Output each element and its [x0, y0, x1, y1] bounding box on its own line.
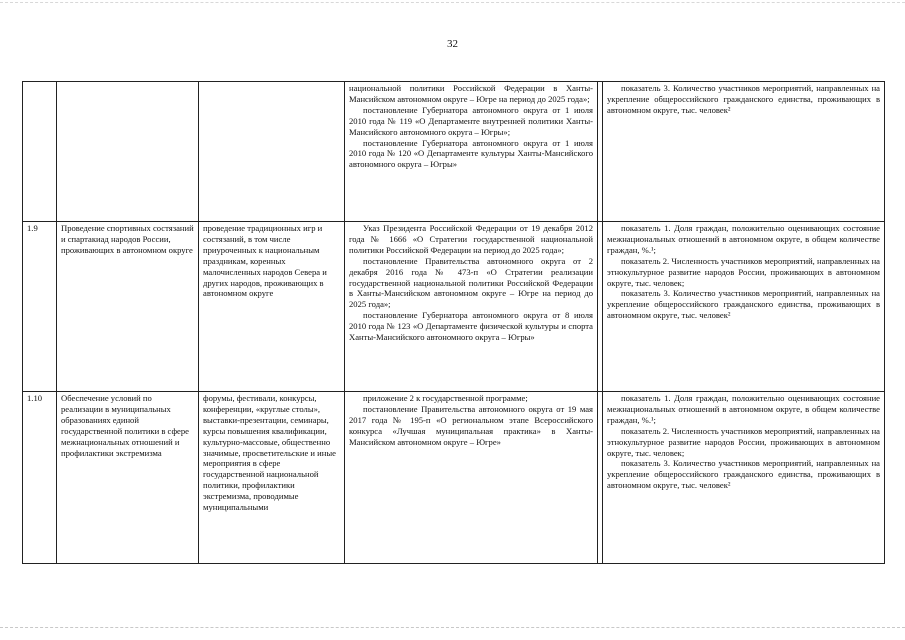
measure-forms-cell	[199, 82, 345, 222]
indicators-cell	[603, 82, 885, 222]
measure-forms-cell: форумы, фестивали, конкурсы, конференции, «круглые столы», выставки-презентации, семинары, курсы повышения квалификации, культурно-массовые, общественно значимые, просветительские и иные мероприятия в сфере государственной национальной политики, профилактики экстремизма, проводимые муниципальными	[199, 392, 345, 564]
legal-basis-item: постановление Правительства автономного округа от 19 мая 2017 года № 195-п «О региональном этапе Всероссийского конкурса «Лучшая муниципальная практика» в Ханты-Мансийском автономном округе – Югре»	[349, 403, 593, 447]
indicator-item: показатель 1. Доля граждан, положительно оценивающих состояние межнациональных отношений в автономном округе, в общем количестве граждан, %.¹;	[607, 223, 880, 255]
legal-basis-item: приложение 2 к государственной программе;	[363, 393, 528, 403]
measure-name-cell: Обеспечение условий по реализации в муниципальных образованиях единой государственной политики в сфере межнациональных отношений и профилактики экстремизма	[57, 392, 199, 564]
row-number-cell	[23, 82, 57, 222]
indicator-item: показатель 3. Количество участников мероприятий, направленных на укрепление общероссийского гражданского единства, проживающих в автономном округе, тыс. человек²	[607, 83, 880, 115]
table-row	[23, 392, 885, 564]
indicator-item: показатель 2. Численность участников мероприятий, направленных на этнокультурное развитие народов России, проживающих в автономном округе, тыс. человек;	[607, 255, 880, 288]
legal-basis-item: национальной политики Российской Федерации в Ханты-Мансийском автономном округе – Югре на период до 2025 года»;	[349, 83, 593, 104]
legal-basis-cell	[345, 222, 598, 392]
scan-edge-top	[0, 2, 905, 3]
indicators-cell	[603, 222, 885, 392]
legal-basis-item: постановление Губернатора автономного округа от 1 июля 2010 года № 120 «О Департаменте культуры Ханты-Мансийского автономного округа – Югры»	[349, 137, 593, 170]
legal-basis-item: постановление Правительства автономного округа от 2 декабря 2016 года № 473-п «О Стратегии реализации государственной национальной политики Российской Федерации в Ханты-Мансийском автономном округе – Югре на период до 2025 года»;	[349, 255, 593, 310]
indicator-item: показатель 2. Численность участников мероприятий, направленных на этнокультурное развитие народов России, проживающих в автономном округе, тыс. человек;	[607, 425, 880, 458]
row-number-cell: 1.9	[23, 222, 57, 392]
scan-edge-bottom	[0, 627, 905, 628]
legal-basis-cell	[345, 82, 598, 222]
table-row	[23, 222, 885, 392]
table-row	[23, 82, 885, 222]
measures-table	[22, 81, 885, 564]
measure-forms-cell: проведение традиционных игр и состязаний, в том числе приуроченных к национальным праздникам, коренных малочисленных народов Севера и других народов, проживающих в автономном округе	[199, 222, 345, 392]
measure-name-cell	[57, 82, 199, 222]
indicator-item: показатель 3. Количество участников мероприятий, направленных на укрепление общероссийского гражданского единства, проживающих в автономном округе, тыс. человек²	[607, 458, 880, 491]
row-number-cell: 1.10	[23, 392, 57, 564]
legal-basis-item: Указ Президента Российской Федерации от 19 декабря 2012 года № 1666 «О Стратегии государственной национальной политики Российской Федерации на период до 2025 года»;	[349, 223, 593, 255]
indicator-item: показатель 1. Доля граждан, положительно оценивающих состояние межнациональных отношений в автономном округе, в общем количестве граждан, %.¹;	[607, 393, 880, 425]
legal-basis-item: постановление Губернатора автономного округа от 1 июля 2010 года № 119 «О Департаменте внутренней политики Ханты-Мансийского автономного округа – Югры»;	[349, 104, 593, 137]
indicator-item: показатель 3. Количество участников мероприятий, направленных на укрепление общероссийского гражданского единства, проживающих в автономном округе, тыс. человек²	[607, 288, 880, 321]
legal-basis-cell	[345, 392, 598, 564]
legal-basis-item: постановление Губернатора автономного округа от 8 июля 2010 года № 123 «О Департаменте физической культуры и спорта Ханты-Мансийского автономного округа – Югры»	[349, 310, 593, 343]
page-number: 32	[447, 38, 458, 50]
measure-name-cell: Проведение спортивных состязаний и спартакиад народов России, проживающих в автономном округе	[57, 222, 199, 392]
indicators-cell	[603, 392, 885, 564]
